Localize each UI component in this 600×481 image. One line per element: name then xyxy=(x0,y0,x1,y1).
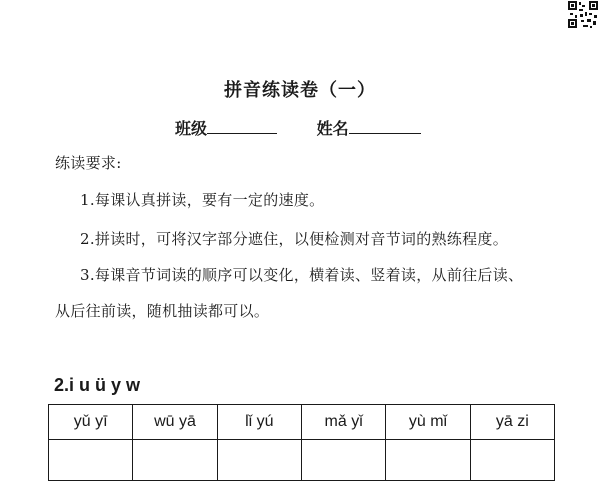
answer-cell[interactable] xyxy=(217,440,301,481)
pinyin-cell: lǐ yú xyxy=(217,405,301,440)
requirement-item: 3.每课音节词读的顺序可以变化，横着读、竖着读，从前往后读、 xyxy=(80,266,524,284)
answer-cell[interactable] xyxy=(133,440,217,481)
answer-cell[interactable] xyxy=(301,440,385,481)
class-field[interactable] xyxy=(175,116,277,139)
requirement-item-continued: 从后往前读，随机抽读都可以。 xyxy=(55,302,270,320)
section-title: 2.i u ü y w xyxy=(54,375,141,395)
table-row xyxy=(49,405,555,440)
answer-cell[interactable] xyxy=(49,440,133,481)
pinyin-cell: yǔ yī xyxy=(49,405,133,440)
pinyin-cell: mǎ yǐ xyxy=(301,405,385,440)
table-row xyxy=(49,440,555,481)
answer-cell[interactable] xyxy=(386,440,470,481)
name-label: 姓名 xyxy=(316,119,349,138)
pinyin-cell: yù mǐ xyxy=(386,405,470,440)
requirement-item: 2.拼读时，可将汉字部分遮住，以便检测对音节词的熟练程度。 xyxy=(80,230,509,248)
class-blank-line[interactable] xyxy=(207,119,277,134)
class-label: 班级 xyxy=(175,119,208,138)
name-field[interactable] xyxy=(317,116,421,139)
answer-cell[interactable] xyxy=(470,440,554,481)
requirement-item: 1.每课认真拼读，要有一定的速度。 xyxy=(80,191,325,209)
name-blank-line[interactable] xyxy=(349,119,421,134)
pinyin-cell: wū yā xyxy=(133,405,217,440)
qr-code-icon xyxy=(566,0,600,30)
pinyin-cell: yā zi xyxy=(470,405,554,440)
pinyin-table xyxy=(48,404,555,481)
requirements-heading: 练读要求: xyxy=(55,154,122,172)
page-title: 拼音练读卷（一） xyxy=(224,80,376,101)
student-info xyxy=(175,116,421,139)
